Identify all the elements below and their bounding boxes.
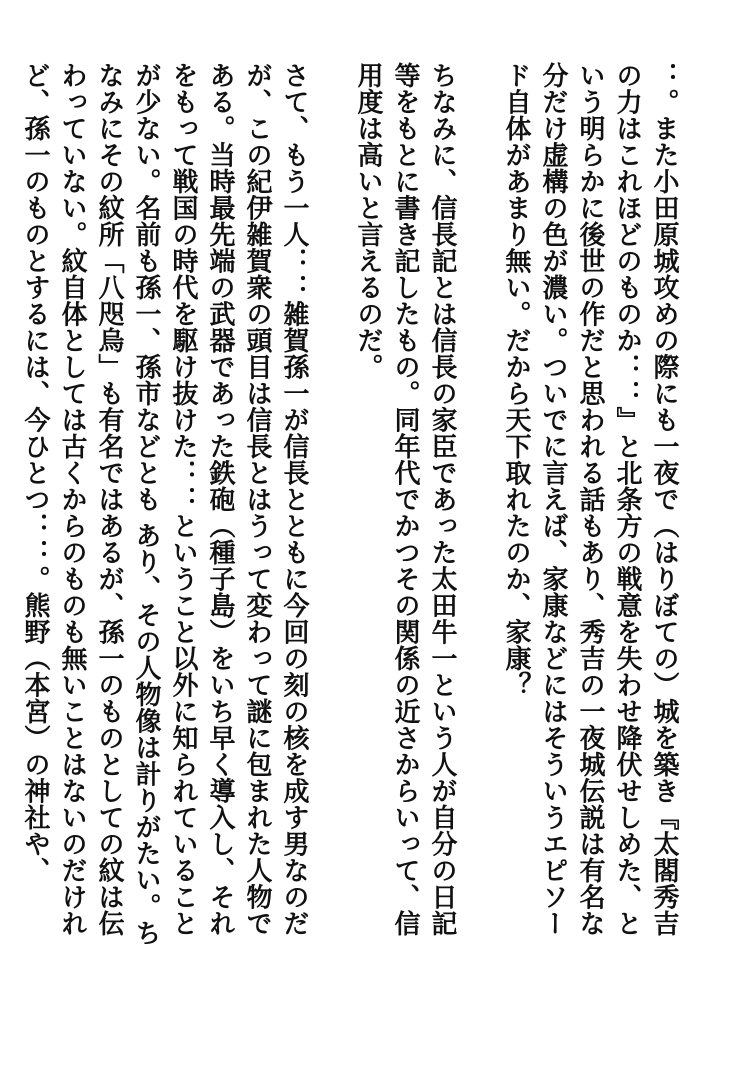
paragraph-2: ちなみに、信長記とは信長の家臣であった太田牛一という人が自分の日記等をもとに書き記したもの。同年代でかつその関係の近さからいって、信用度は高いと言えるのだ。 <box>353 62 457 937</box>
paragraph-3: さて、もう一人：：雑賀孫一が信長とともに今回の刻の核を成す男なのだが、この紀伊雑賀衆の頭目は信長とはうって変わって謎に包まれた人物である。当時最先端の武器であった鉄砲（種子島）をいち早く導入し、それをもって戦国の時代を駆け抜けた：：ということ以外に知られていることが少ない。名前も孫一、孫市などとも あり、その人物像は計りがたい。ちなみにその紋所「八咫烏」も有名ではあるが、孫一のものとしての紋は伝わっていない。紋自体としては古くからのものも無いことはないのだけれど、孫一のものとするには、今ひとつ：：。熊野（本宮）の神社や、 <box>20 62 309 947</box>
vertical-text-block <box>20 62 682 962</box>
paragraph-1: ：。また小田原城攻めの際にも一夜で（はりぼての）城を築き『太閤秀吉の力はこれほどのものか：：』と北条方の戦意を失わせ降伏せしめた、という明らかに後世の作だと思われる話もあり、秀吉の一夜城伝説は有名な分だけ虚構の色が濃い。ついでに言えば、家康などにはそういうエピソード自体があまり無い。だから天下取れたのか、家康？ <box>501 62 679 937</box>
paragraph-gap <box>460 62 497 962</box>
paragraph-gap <box>312 62 349 962</box>
